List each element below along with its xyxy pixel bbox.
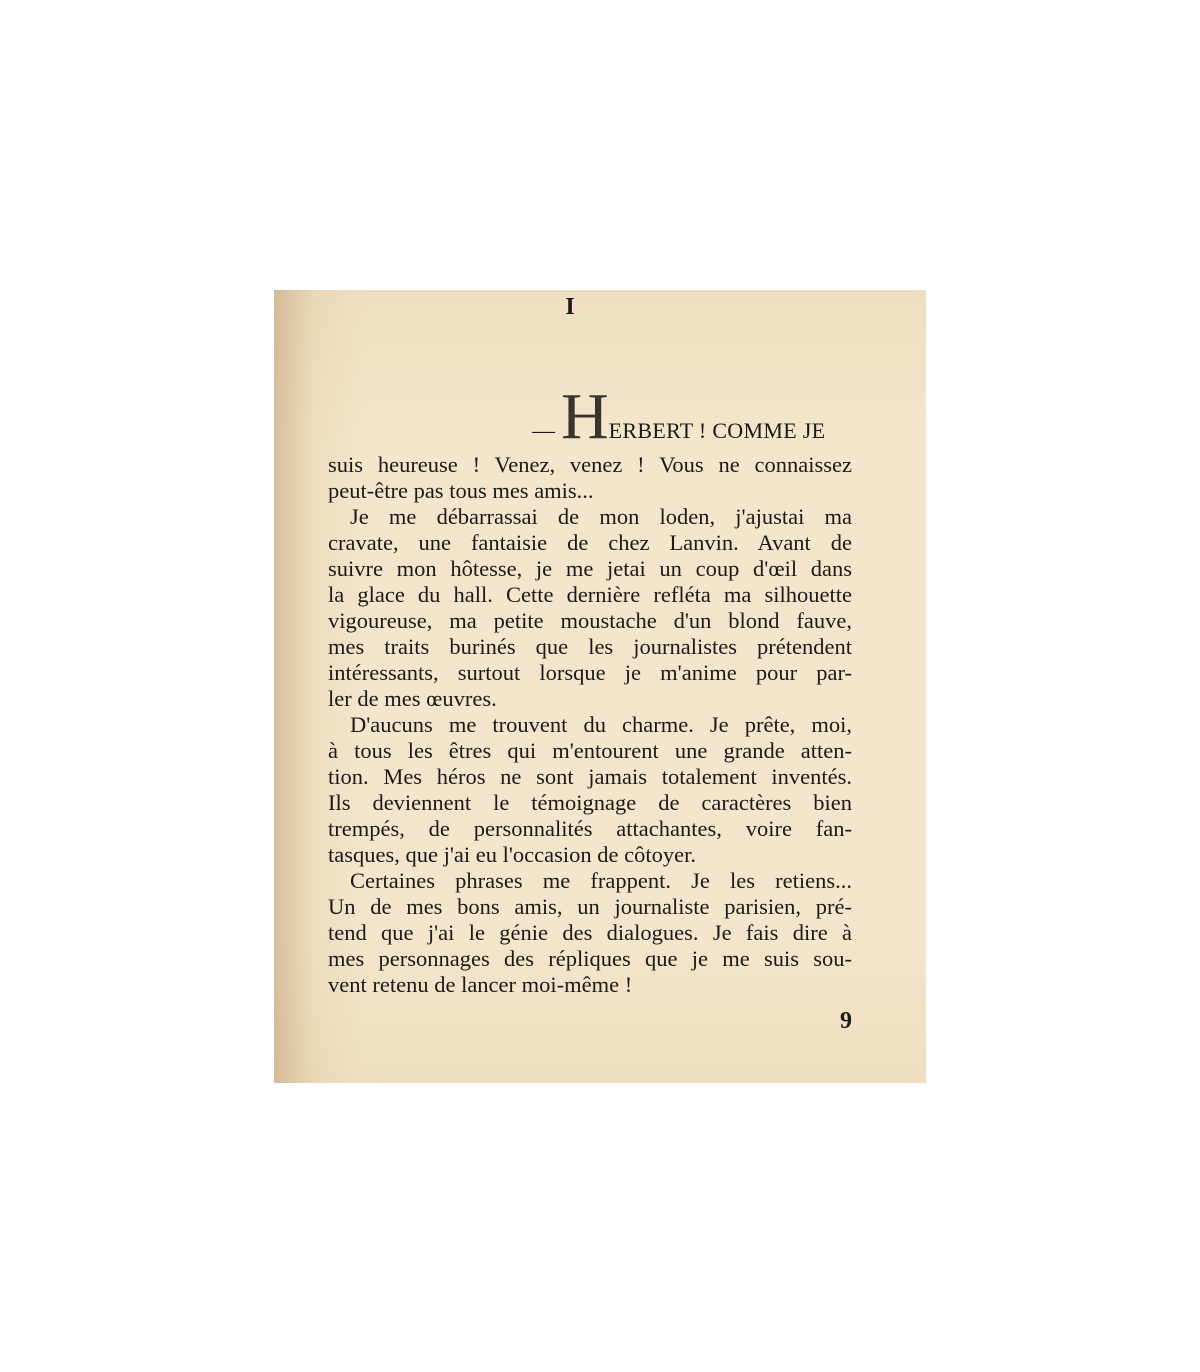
page-number: 9 xyxy=(840,1008,852,1034)
text-line: mes personnages des répliques que je me suis sou- xyxy=(328,946,852,971)
drop-cap: H xyxy=(561,380,609,453)
text-line: suivre mon hôtesse, je me jetai un coup d'œil dans xyxy=(328,556,852,581)
book-page xyxy=(274,290,926,1083)
text-line: ler de mes œuvres. xyxy=(328,686,497,711)
text-line: Je me débarrassai de mon loden, j'ajustai ma xyxy=(350,504,852,529)
text-line: cravate, une fantaisie de chez Lanvin. Avant de xyxy=(328,530,852,555)
opening-dash: — xyxy=(532,418,555,443)
text-line: la glace du hall. Cette dernière refléta ma silhouette xyxy=(328,582,852,607)
text-line: tasques, que j'ai eu l'occasion de côtoyer. xyxy=(328,842,696,867)
text-line: tend que j'ai le génie des dialogues. Je fais dire à xyxy=(328,920,852,945)
text-line: mes traits burinés que les journalistes prétendent xyxy=(328,634,852,659)
text-line: vigoureuse, ma petite moustache d'un blond fauve, xyxy=(328,608,852,633)
text-line: peut-être pas tous mes amis... xyxy=(328,478,594,503)
chapter-numeral: I xyxy=(565,294,575,320)
chapter-opening xyxy=(532,380,826,454)
body-text xyxy=(328,452,852,998)
text-line: D'aucuns me trouvent du charme. Je prête, moi, xyxy=(350,712,852,737)
text-line: Un de mes bons amis, un journaliste parisien, pré- xyxy=(328,894,852,919)
text-line: vent retenu de lancer moi-même ! xyxy=(328,972,633,997)
opening-smallcaps: ERBERT ! COMME JE xyxy=(608,418,826,443)
text-line: intéressants, surtout lorsque je m'anime pour par- xyxy=(328,660,852,685)
text-line: Certaines phrases me frappent. Je les retiens... xyxy=(350,868,852,893)
text-line: trempés, de personnalités attachantes, voire fan- xyxy=(328,816,852,841)
text-line: suis heureuse ! Venez, venez ! Vous ne connaissez xyxy=(328,452,852,477)
text-line: tion. Mes héros ne sont jamais totalement inventés. xyxy=(328,764,852,789)
text-line: à tous les êtres qui m'entourent une grande atten- xyxy=(328,738,852,763)
text-line: Ils deviennent le témoignage de caractères bien xyxy=(328,790,852,815)
